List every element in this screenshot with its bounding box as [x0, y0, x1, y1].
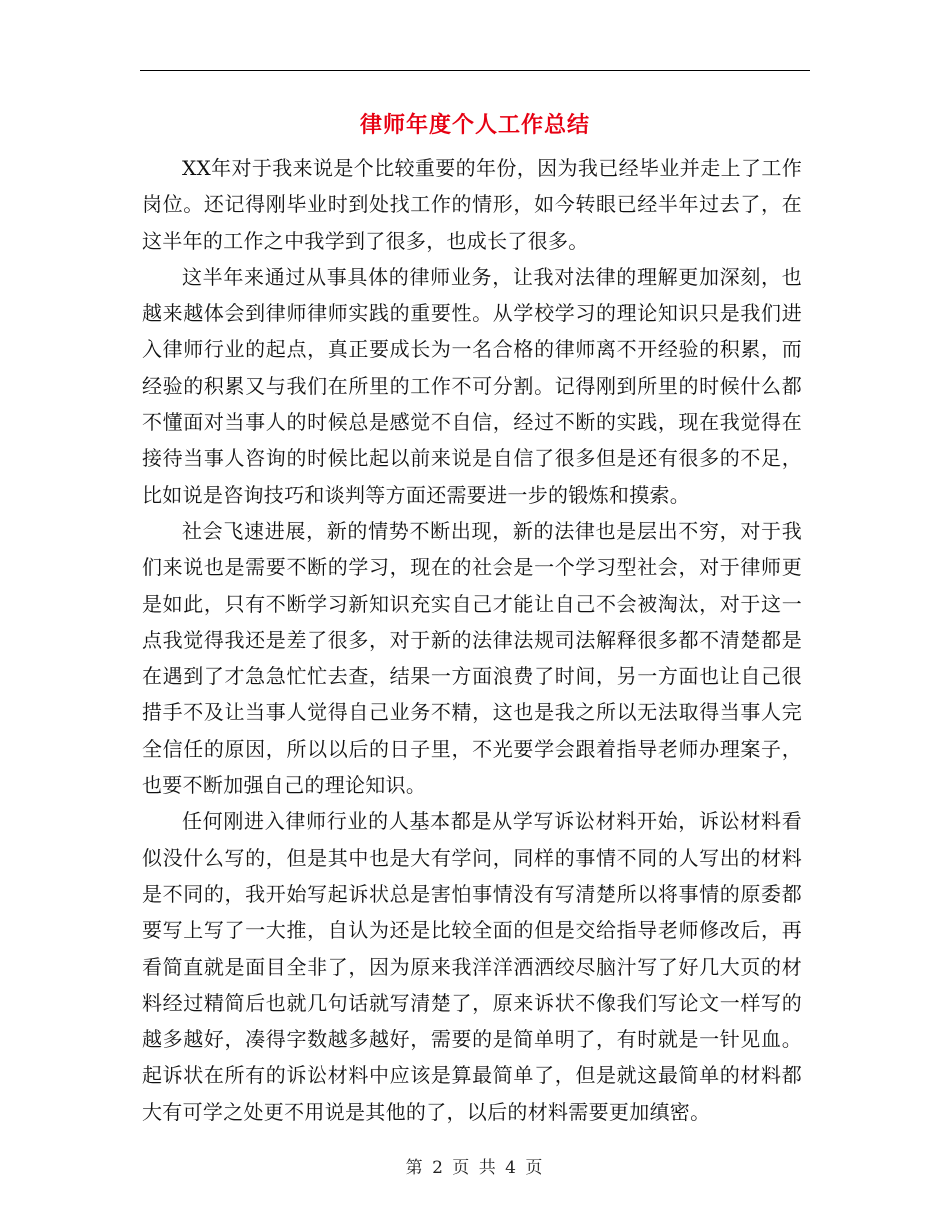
document-body	[142, 150, 802, 1130]
page-number-footer: 第 2 页 共 4 页	[405, 1158, 545, 1178]
paragraph-3: 社会飞速进展，新的情势不断出现，新的法律也是层出不穷，对于我们来说也是需要不断的学习，现在的社会是一个学习型社会，对于律师更是如此，只有不断学习新知识充实自己才能让自己不会被淘汰，对于这一点我觉得我还是差了很多，对于新的法律法规司法解释很多都不清楚都是在遇到了才急急忙忙去查，结果一方面浪费了时间，另一方面也让自己很措手不及让当事人觉得自己业务不精，这也是我之所以无法取得当事人完全信任的原因，所以以后的日子里，不光要学会跟着指导老师办理案子，也要不断加强自己的理论知识。	[142, 518, 802, 798]
paragraph-2: 这半年来通过从事具体的律师业务，让我对法律的理解更加深刻，也越来越体会到律师律师实践的重要性。从学校学习的理论知识只是我们进入律师行业的起点，真正要成长为一名合格的律师离不开经验的积累，而经验的积累又与我们在所里的工作不可分割。记得刚到所里的时候什么都不懂面对当事人的时候总是感觉不自信，经过不断的实践，现在我觉得在接待当事人咨询的时候比起以前来说是自信了很多但是还有很多的不足，比如说是咨询技巧和谈判等方面还需要进一步的锻炼和摸索。	[142, 264, 802, 507]
header-rule	[140, 70, 810, 71]
paragraph-1: XX年对于我来说是个比较重要的年份，因为我已经毕业并走上了工作岗位。还记得刚毕业时到处找工作的情形，如今转眼已经半年过去了，在这半年的工作之中我学到了很多，也成长了很多。	[142, 156, 802, 253]
document-title: 律师年度个人工作总结	[359, 112, 590, 138]
paragraph-4: 任何刚进入律师行业的人基本都是从学写诉讼材料开始，诉讼材料看似没什么写的，但是其中也是大有学问，同样的事情不同的人写出的材料是不同的，我开始写起诉状总是害怕事情没有写清楚所以将事情的原委都要写上写了一大推，自认为还是比较全面的但是交给指导老师修改后，再看简直就是面目全非了，因为原来我洋洋洒洒绞尽脑汁写了好几大页的材料经过精简后也就几句话就写清楚了，原来诉状不像我们写论文一样写的越多越好，凑得字数越多越好，需要的是简单明了，有时就是一针见血。起诉状在所有的诉讼材料中应该是算最简单了，但是就这最简单的材料都大有可学之处更不用说是其他的了，以后的材料需要更加缜密。	[142, 809, 802, 1124]
